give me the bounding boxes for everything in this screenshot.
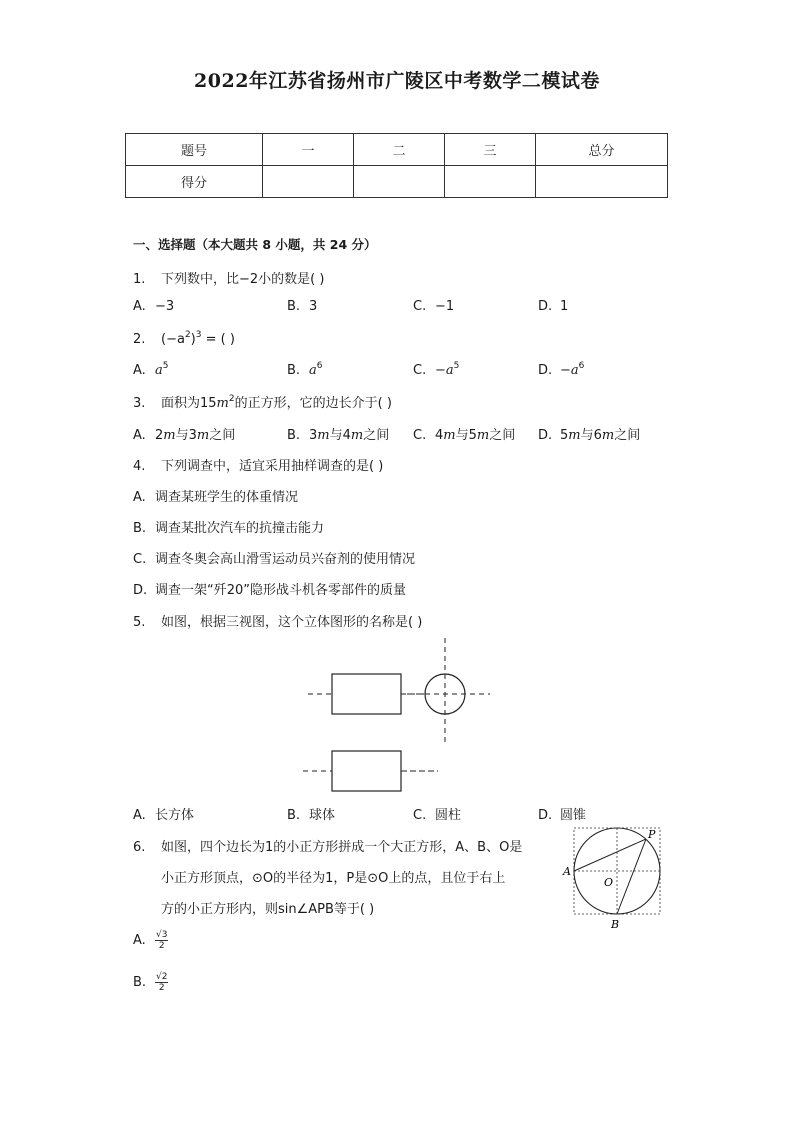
question-number: 5. (133, 615, 146, 630)
question-number: 3. (133, 396, 146, 411)
question-6-line-1: 6. 如图，四个边长为1的小正方形拼成一个大正方形，A、B、O是 (133, 840, 523, 855)
option-c[interactable]: C. 4m与5m之间 (413, 428, 516, 443)
option-d[interactable]: D. 1 (538, 299, 569, 314)
section-heading: 一、选择题（本大题共 8 小题，共 24 分） (133, 237, 377, 252)
question-6-line-2: 小正方形顶点，⊙O的半径为1，P是⊙O上的点，且位于右上 (161, 871, 506, 886)
option-b[interactable]: B. 3m与4m之间 (287, 428, 390, 443)
option-c[interactable]: C. −1 (413, 299, 455, 314)
score-cell: 一 (263, 134, 354, 166)
front-view-rect (332, 674, 401, 714)
question-3: 3. 面积为$15m^2$的正方形，它的边长介于( ) (133, 394, 392, 411)
option-a[interactable]: A. 长方体 (133, 808, 195, 823)
option-a[interactable]: A. $\frac{√3}{2}$ (133, 930, 168, 951)
option-b[interactable]: B. $a^6$ (287, 361, 323, 378)
option-d[interactable]: D. $-a^6$ (538, 361, 585, 378)
option-d[interactable]: D. 5m与6m之间 (538, 428, 641, 443)
question-text-pre: (−a (161, 332, 185, 347)
question-6-line-3: 方的小正方形内，则sin∠APB等于( ) (161, 902, 375, 917)
option-a[interactable]: A. 2m与3m之间 (133, 428, 236, 443)
question-number: 1. (133, 272, 146, 287)
question-number: 4. (133, 459, 146, 474)
option-d[interactable]: D. 调查一架“歼20”隐形战斗机各零部件的质量 (133, 583, 407, 598)
score-cell: 总分 (536, 134, 668, 166)
option-c[interactable]: C. 调查冬奥会高山滑雪运动员兴奋剂的使用情况 (133, 552, 416, 567)
fraction: $\frac{√3}{2}$ (156, 930, 168, 951)
circle-square-figure (560, 822, 670, 932)
option-b[interactable]: B. 球体 (287, 808, 336, 823)
question-text: 如图，根据三视图，这个立体图形的名称是( ) (161, 615, 423, 630)
option-b[interactable]: B. 3 (287, 299, 318, 314)
label-b: B (611, 918, 620, 931)
score-blank-cell (354, 166, 445, 198)
score-row-label: 得分 (126, 166, 263, 198)
question-1 (133, 268, 324, 287)
score-table-header-row (126, 134, 668, 166)
score-blank-cell (263, 166, 354, 198)
option-c[interactable]: C. 圆柱 (413, 808, 462, 823)
option-a[interactable]: A. $a^5$ (133, 361, 169, 378)
label-a: A (563, 865, 571, 878)
question-text: 下列数中，比−2小的数是( ) (161, 272, 325, 287)
score-cell: 二 (354, 134, 445, 166)
option-b[interactable]: B. 调查某批次汽车的抗撞击能力 (133, 521, 325, 536)
question-number: 6. (133, 840, 146, 855)
score-blank-cell (536, 166, 668, 198)
option-a[interactable]: A. 调查某班学生的体重情况 (133, 490, 299, 505)
score-blank-cell (445, 166, 536, 198)
fraction: $\frac{√2}{2}$ (156, 972, 168, 993)
question-2: 2. $(-a^2)^3$ = ( ) (133, 330, 235, 347)
question-number: 2. (133, 332, 146, 347)
score-cell: 三 (445, 134, 536, 166)
label-o: O (604, 876, 614, 889)
question-4 (133, 455, 383, 474)
question-5 (133, 611, 422, 630)
option-d[interactable]: D. 圆锥 (538, 808, 587, 823)
option-b[interactable]: B. $\frac{√2}{2}$ (133, 972, 168, 993)
option-a[interactable]: A. −3 (133, 299, 175, 314)
score-cell: 题号 (126, 134, 263, 166)
score-table-score-row (126, 166, 668, 198)
question-text: 下列调查中，适宜采用抽样调查的是( ) (161, 459, 384, 474)
top-view-rect (332, 751, 401, 791)
label-p: P (648, 828, 656, 841)
option-c[interactable]: C. $-a^5$ (413, 361, 460, 378)
three-views-figure (300, 636, 500, 796)
page-title: 2022年江苏省扬州市广陵区中考数学二模试卷 (194, 70, 600, 92)
score-table (125, 133, 668, 198)
